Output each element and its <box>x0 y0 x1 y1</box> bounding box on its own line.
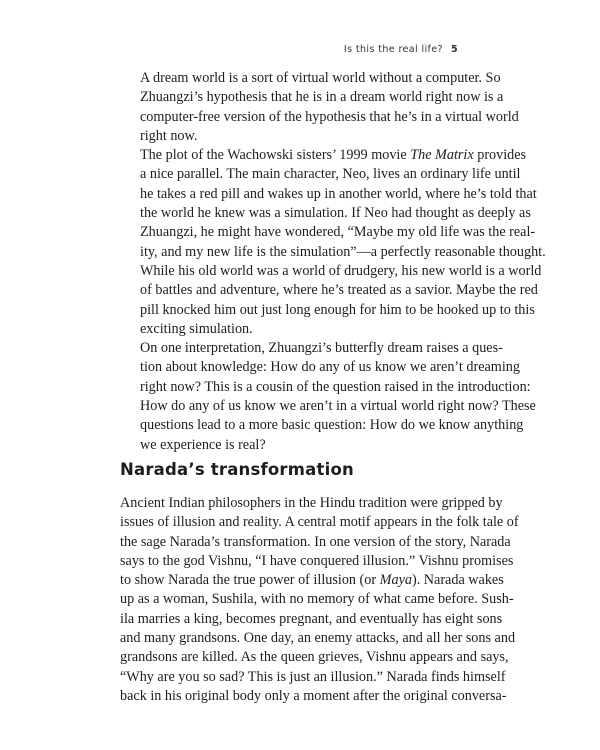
text-line: a nice parallel. The main character, Neo, lives an ordinary life until <box>140 166 521 183</box>
paragraph-1 <box>120 69 519 146</box>
text-line: “Why are you so sad? This is just an illusion.” Narada finds himself <box>120 668 506 685</box>
page-number: 5 <box>450 44 458 55</box>
text-line: back in his original body only a moment after the original conversa- <box>120 687 507 704</box>
italic-title: The Matrix <box>410 147 474 164</box>
text-line: ity, and my new life is the simulation”—a perfectly reasonable thought. <box>140 243 546 260</box>
text-line: and many grandsons. One day, an enemy attacks, and all her sons and <box>120 630 516 647</box>
text-line: we experience is real? <box>140 436 266 453</box>
paragraph-3 <box>120 339 536 455</box>
text-line: On one interpretation, Zhuangzi’s butterfly dream raises a ques- <box>140 340 503 357</box>
text-line: While his old world was a world of drudgery, his new world is a world <box>140 262 542 279</box>
section-1-text <box>120 69 546 455</box>
text-line: to show Narada the true power of illusion (or Maya). Narada wakes <box>120 572 504 589</box>
text-line: Zhuangzi, he might have wondered, “Maybe my old life was the real- <box>140 224 536 241</box>
text-line: he takes a red pill and wakes up in another world, where he’s told that <box>140 185 537 202</box>
text-line: The plot of the Wachowski sisters’ 1999 movie The Matrix provides <box>140 147 527 164</box>
text-line: pill knocked him out just long enough for him to be hooked up to this <box>140 301 535 318</box>
text-line: Zhuangzi’s hypothesis that he is in a dream world right now is a <box>140 89 504 106</box>
text-line: grandsons are killed. As the queen grieves, Vishnu appears and says, <box>120 649 509 666</box>
running-head <box>344 44 458 55</box>
paragraph-2 <box>120 146 546 339</box>
text-line: exciting simulation. <box>140 320 253 337</box>
text-line: of battles and adventure, where he’s treated as a savior. Maybe the red <box>140 282 538 299</box>
section-heading: Narada’s transformation <box>120 460 354 479</box>
text-line: questions lead to a more basic question: How do we know anything <box>140 417 524 434</box>
paragraph-4 <box>120 494 519 706</box>
section-2-text <box>120 494 519 706</box>
text-line: the sage Narada’s transformation. In one version of the story, Narada <box>120 533 511 550</box>
text-line: How do any of us know we aren’t in a virtual world right now? These <box>140 398 536 415</box>
text-line: ila marries a king, becomes pregnant, and eventually has eight sons <box>120 610 503 627</box>
text-line: computer-free version of the hypothesis that he’s in a virtual world <box>140 108 519 125</box>
text-line: says to the god Vishnu, “I have conquered illusion.” Vishnu promises <box>120 552 514 569</box>
text-line: tion about knowledge: How do any of us know we aren’t dreaming <box>140 359 520 376</box>
text-line: right now? This is a cousin of the question raised in the introduction: <box>140 378 531 395</box>
italic-title: Maya <box>379 572 412 589</box>
text-line: Ancient Indian philosophers in the Hindu tradition were gripped by <box>120 495 503 511</box>
running-head-title: Is this the real life? <box>343 44 443 55</box>
text-line: issues of illusion and reality. A central motif appears in the folk tale of <box>120 514 519 531</box>
text-line: up as a woman, Sushila, with no memory of what came before. Sush- <box>120 591 514 608</box>
text-line: the world he knew was a simulation. If Neo had thought as deeply as <box>140 205 531 222</box>
text-line: right now. <box>140 127 198 144</box>
text-line: A dream world is a sort of virtual world without a computer. So <box>140 70 501 86</box>
